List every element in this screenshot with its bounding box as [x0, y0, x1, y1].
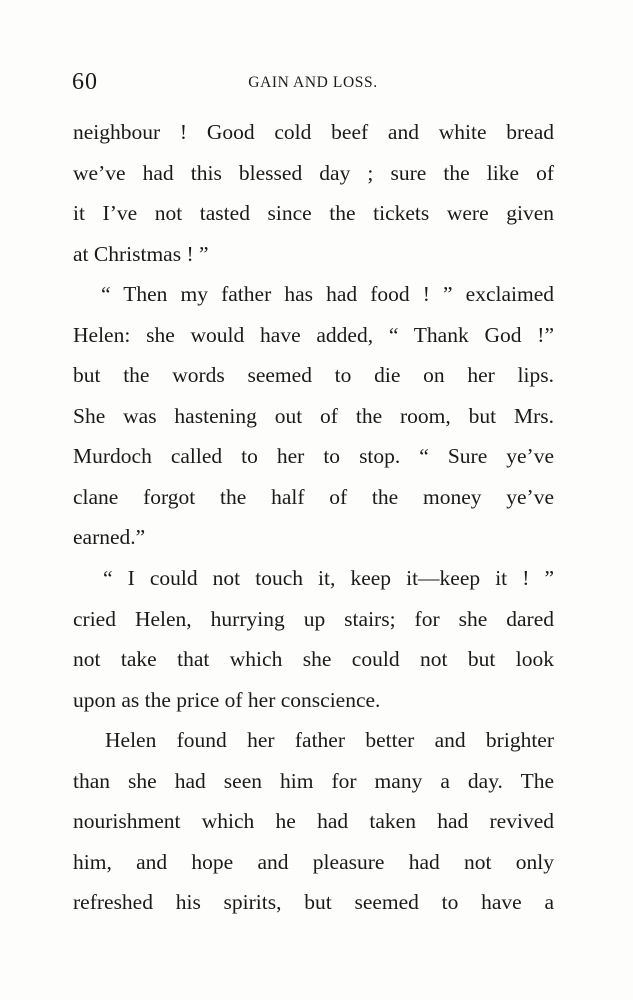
paragraph-4 [73, 720, 554, 923]
text-line: but the words seemed to die on her lips. [73, 363, 554, 388]
text-line: earned.” [73, 525, 146, 550]
text-line: it I’ve not tasted since the tickets were given [73, 201, 554, 226]
running-head: GAIN AND LOSS. [248, 74, 378, 91]
text-line: we’ve had this blessed day ; sure the like of [73, 160, 554, 185]
text-line: neighbour ! Good cold beef and white bread [73, 120, 554, 144]
text-line: clane forgot the half of the money ye’ve [73, 484, 554, 509]
text-line: him, and hope and pleasure had not only [73, 849, 554, 874]
text-line: Murdoch called to her to stop. “ Sure ye’ve [73, 444, 554, 469]
paragraph-1 [73, 112, 554, 274]
paragraph-3 [73, 558, 554, 720]
paragraph-2 [73, 274, 554, 558]
text-line: “ I could not touch it, keep it—keep it ! ” [103, 566, 554, 591]
page-number: 60 [72, 69, 98, 95]
body-text [73, 112, 554, 923]
text-line: She was hastening out of the room, but Mrs. [73, 403, 554, 428]
text-line: “ Then my father has had food ! ” exclaimed [101, 282, 554, 307]
page-header [72, 64, 554, 100]
text-line: Helen found her father better and brighter [105, 728, 554, 753]
text-line: at Christmas ! ” [73, 241, 209, 266]
text-line: Helen: she would have added, “ Thank God !” [73, 322, 554, 347]
text-line: upon as the price of her conscience. [73, 687, 381, 712]
text-line: not take that which she could not but look [73, 647, 554, 672]
text-line: than she had seen him for many a day. The [73, 768, 554, 793]
text-line: cried Helen, hurrying up stairs; for she dared [73, 606, 554, 631]
text-line: nourishment which he had taken had revived [73, 809, 554, 834]
text-line: refreshed his spirits, but seemed to have a [73, 890, 554, 915]
